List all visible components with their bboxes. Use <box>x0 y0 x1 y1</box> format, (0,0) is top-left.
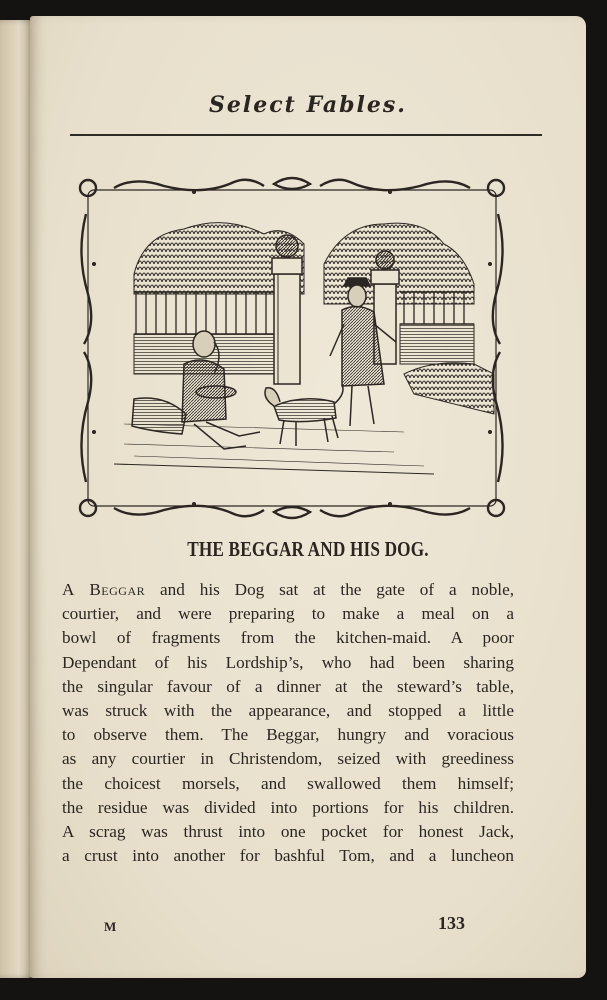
running-head: Select Fables. <box>209 92 407 118</box>
text-line: the residue was divided into portions for his children. <box>62 797 514 817</box>
header-rule <box>70 134 542 136</box>
signature-mark: M <box>104 919 117 934</box>
story-title: THE BEGGAR AND HIS DOG. <box>187 537 429 561</box>
book-page <box>30 16 586 978</box>
text-line: A scrag was thrust into one pocket for honest Jack, <box>62 821 514 841</box>
dog-figure <box>265 384 343 446</box>
text-line: courtier, and were preparing to make a meal on a <box>62 604 514 624</box>
facing-page-edge <box>0 20 34 978</box>
page-number: 133 <box>438 913 465 933</box>
text-line: Dependant of his Lordship’s, who had been sharing <box>62 652 514 672</box>
text-line: bowl of fragments from the kitchen-maid. A poor <box>62 628 514 648</box>
text-line: the singular favour of a dinner at the steward’s table, <box>62 676 514 696</box>
text-line: to observe them. The Beggar, hungry and voracious <box>62 725 514 745</box>
text-line <box>62 578 514 602</box>
scene <box>114 223 494 474</box>
opening-words: A Beggar <box>62 580 146 599</box>
text-line: was struck with the appearance, and stopped a little <box>62 700 514 720</box>
engraving-illustration <box>74 174 510 522</box>
text-line: the choicest morsels, and swallowed them himself; <box>62 773 514 793</box>
first-line-text: and his Dog sat at the gate of a noble, <box>145 580 514 599</box>
text-line: a crust into another for bashful Tom, and a luncheon <box>62 846 514 866</box>
story-body <box>62 578 514 868</box>
text-line: as any courtier in Christendom, seized with greediness <box>62 749 514 769</box>
